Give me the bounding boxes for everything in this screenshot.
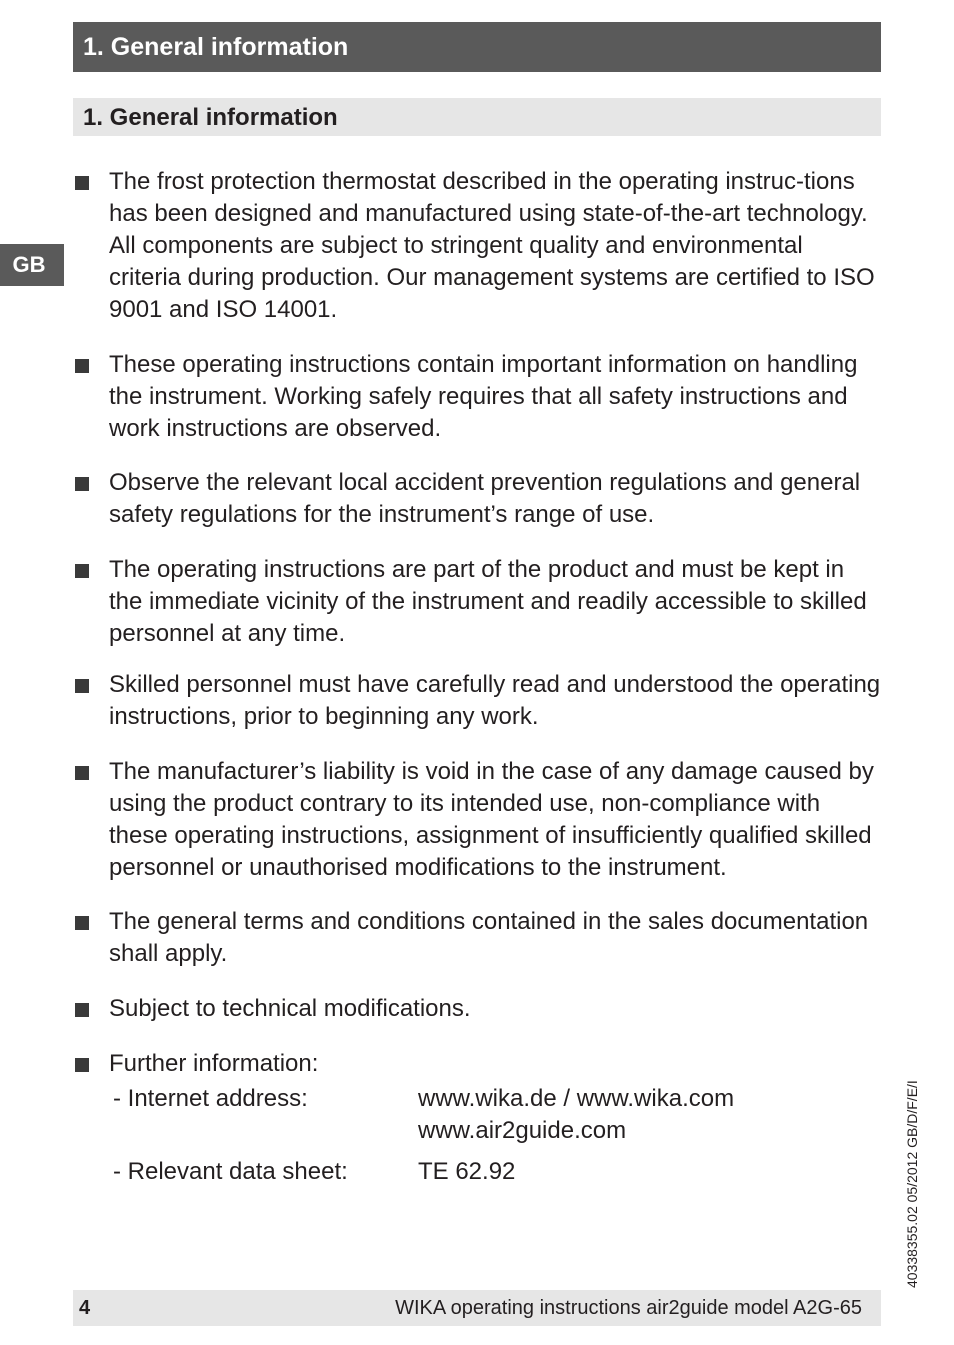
section-title: 1. General information <box>73 98 881 136</box>
square-bullet-icon <box>75 916 89 930</box>
bullet-item <box>73 554 881 650</box>
bullet-text: Observe the relevant local accident prevention regulations and general safety regulations for the instrument’s range of use. <box>109 469 861 528</box>
bullet-item <box>73 349 881 445</box>
data-sheet-label: - Relevant data sheet: <box>113 1158 348 1185</box>
language-tab: GB <box>0 244 64 286</box>
document-code: 40338355.02 05/2012 GB/D/F/E/I <box>904 1080 920 1288</box>
bullet-text: The general terms and conditions contained in the sales documentation shall apply. <box>109 908 869 967</box>
bullet-item <box>73 756 881 884</box>
bullet-text: These operating instructions contain important information on handling the instrument. Working safely requires that all safety instructions and work instructions are observed. <box>109 351 858 442</box>
data-sheet-values <box>418 1156 515 1188</box>
internet-address-air2guide: www.air2guide.com <box>418 1117 627 1144</box>
square-bullet-icon <box>75 766 89 780</box>
bullet-item <box>73 669 881 733</box>
page-number: 4 <box>79 1297 91 1319</box>
info-row-internet <box>109 1083 881 1147</box>
bullet-item-further-information <box>73 1048 881 1188</box>
bullet-text: The frost protection thermostat described in the operating instruc-tions has been designed and manufactured using state-of-the-art technology. All components are subject to stringent quality and environmental criteria during production. Our management systems are certified to ISO 9001 and ISO 14001. <box>109 168 875 323</box>
bullet-item <box>73 906 881 970</box>
square-bullet-icon <box>75 564 89 578</box>
internet-address-label: - Internet address: <box>113 1085 308 1112</box>
square-bullet-icon <box>75 1003 89 1017</box>
chapter-title: 1. General information <box>73 22 881 72</box>
square-bullet-icon <box>75 679 89 693</box>
bullet-item <box>73 467 881 531</box>
bullet-list <box>73 166 881 1188</box>
square-bullet-icon <box>75 176 89 190</box>
data-sheet-value: TE 62.92 <box>418 1158 516 1185</box>
square-bullet-icon <box>75 1058 89 1072</box>
bullet-text: Subject to technical modifications. <box>109 995 471 1022</box>
bullet-text: Further information: <box>109 1050 319 1077</box>
internet-address-values <box>418 1083 734 1147</box>
bullet-text: The operating instructions are part of the product and must be kept in the immediate vicinity of the instrument and readily accessible to skilled personnel at any time. <box>109 556 867 647</box>
internet-address-wika: www.wika.de / www.wika.com <box>418 1085 735 1112</box>
bullet-item <box>73 993 881 1025</box>
further-info-table <box>109 1083 881 1188</box>
info-row-datasheet <box>109 1156 881 1188</box>
footer-text: WIKA operating instructions air2guide model A2G-65 <box>395 1297 862 1319</box>
bullet-text: Skilled personnel must have carefully read and understood the operating instructions, prior to beginning any work. <box>109 671 881 730</box>
bullet-item <box>73 166 881 326</box>
square-bullet-icon <box>75 477 89 491</box>
square-bullet-icon <box>75 359 89 373</box>
page-footer <box>73 1290 881 1326</box>
bullet-text: The manufacturer’s liability is void in the case of any damage caused by using the product contrary to its intended use, non-compliance with these operating instructions, assignment of insufficiently qualified skilled personnel or unauthorised modifications to the instrument. <box>109 758 874 881</box>
